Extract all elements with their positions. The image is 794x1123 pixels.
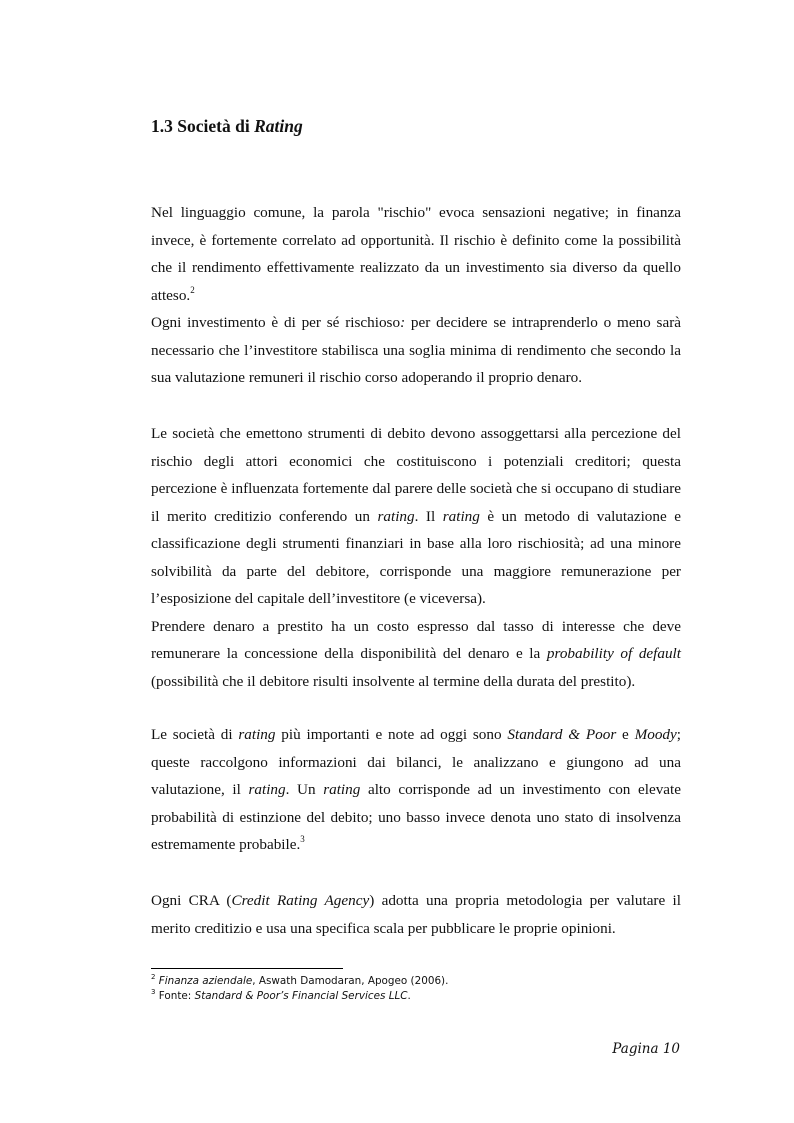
footnote-text: . bbox=[407, 990, 411, 1002]
italic-term: Moody bbox=[634, 726, 677, 743]
italic-colon: : bbox=[400, 314, 406, 331]
paragraph-debt-issuers bbox=[151, 420, 681, 613]
paragraph-text: . Un bbox=[285, 781, 324, 798]
paragraph-text: ) adotta una propria metodologia per valutare il merito creditizio e usa una specifica scala per pubblicare le proprie opinioni. bbox=[151, 892, 681, 937]
paragraph-text: è un metodo di valutazione e classificazione degli strumenti finanziari in base alla loro rischiosità; ad una minore solvibilità da parte del debitore, corrisponde una maggiore remunerazione per l’esposizione del capitale dell’investitore (e viceversa). bbox=[151, 507, 681, 607]
paragraph-text: per decidere se intraprenderlo o meno sarà necessario che l’investitore stabilisca una soglia minima di rendimento che secondo la sua valutazione remuneri il rischio corso adoperando il proprio denaro. bbox=[151, 314, 681, 386]
paragraph-text: ; queste raccolgono informazioni dai bilanci, le analizzano e giungono ad una valutazione, il bbox=[151, 726, 681, 798]
section-heading bbox=[151, 115, 303, 137]
italic-term: Credit Rating Agency bbox=[231, 892, 370, 909]
body-block-2 bbox=[151, 420, 681, 695]
paragraph-text: Le società che emettono strumenti di debito devono assoggettarsi alla percezione del rischio degli attori economici che costituiscono i potenziali creditori; questa percezione è influenzata fortemente dal parere delle società che si occupano di studiare il merito creditizio conferendo un bbox=[151, 425, 681, 525]
paragraph-text: Ogni CRA ( bbox=[151, 892, 232, 909]
footnote-italic: Standard & Poor’s Financial Services LLC bbox=[194, 990, 408, 1002]
footnote-text: Fonte: bbox=[155, 990, 195, 1002]
footnote-number: 3 bbox=[151, 988, 156, 996]
footnote-divider bbox=[151, 968, 343, 969]
paragraph-investment-risk bbox=[151, 309, 681, 392]
paragraph-text: Le società di bbox=[151, 726, 239, 743]
footnote-3 bbox=[151, 989, 448, 1004]
heading-italic-text: Rating bbox=[254, 116, 303, 136]
paragraph-cra-methodology bbox=[151, 887, 681, 942]
paragraph-text: (possibilità che il debitore risulti insolvente al termine della durata del prestito). bbox=[151, 672, 636, 690]
footnote-italic: Finanza aziendale bbox=[158, 975, 253, 987]
italic-term: rating bbox=[248, 781, 286, 798]
paragraph-text: alto corrisponde ad un investimento con elevate probabilità di estinzione del debito; uno basso invece denota uno stato di insolvenza estremamente probabile. bbox=[151, 781, 682, 853]
paragraph-text: Prendere denaro a prestito ha un costo espresso dal tasso di interesse che deve remunerare la concessione della disponibilità del denaro e la bbox=[151, 617, 681, 662]
body-block-3 bbox=[151, 721, 681, 859]
italic-term: probability of default bbox=[546, 645, 681, 662]
paragraph-rating-agencies bbox=[151, 721, 681, 859]
paragraph-borrowing-cost bbox=[151, 613, 681, 696]
footnote-2 bbox=[151, 974, 448, 989]
footnote-number: 2 bbox=[151, 973, 156, 981]
footnote-text: , Aswath Damodaran, Apogeo (2006). bbox=[252, 975, 449, 987]
heading-text: 1.3 Società di bbox=[151, 116, 255, 136]
body-block-4 bbox=[151, 887, 681, 942]
footnote-ref-3: 3 bbox=[300, 834, 305, 844]
paragraph-risk-definition bbox=[151, 199, 681, 309]
footnote-ref-2: 2 bbox=[190, 284, 195, 295]
paragraph-text: e bbox=[616, 726, 635, 743]
italic-term: rating bbox=[323, 781, 361, 798]
paragraph-text: . Il bbox=[414, 507, 443, 525]
italic-term: rating bbox=[238, 726, 276, 743]
paragraph-text: Nel linguaggio comune, la parola "rischio" evoca sensazioni negative; in finanza invece, è fortemente correlato ad opportunità. Il rischio è definito come la possibilità che il rendimento effettivamente realizzato da un investimento sia diverso da quello atteso. bbox=[151, 204, 681, 304]
italic-term: rating bbox=[442, 507, 480, 525]
page-number: Pagina 10 bbox=[612, 1041, 680, 1057]
paragraph-text: Ogni investimento è di per sé rischioso bbox=[151, 314, 401, 331]
italic-term: rating bbox=[377, 507, 415, 525]
body-block-1 bbox=[151, 199, 681, 392]
footnotes bbox=[151, 974, 448, 1004]
paragraph-text: più importanti e note ad oggi sono bbox=[275, 726, 508, 743]
italic-term: Standard & Poor bbox=[507, 726, 617, 743]
